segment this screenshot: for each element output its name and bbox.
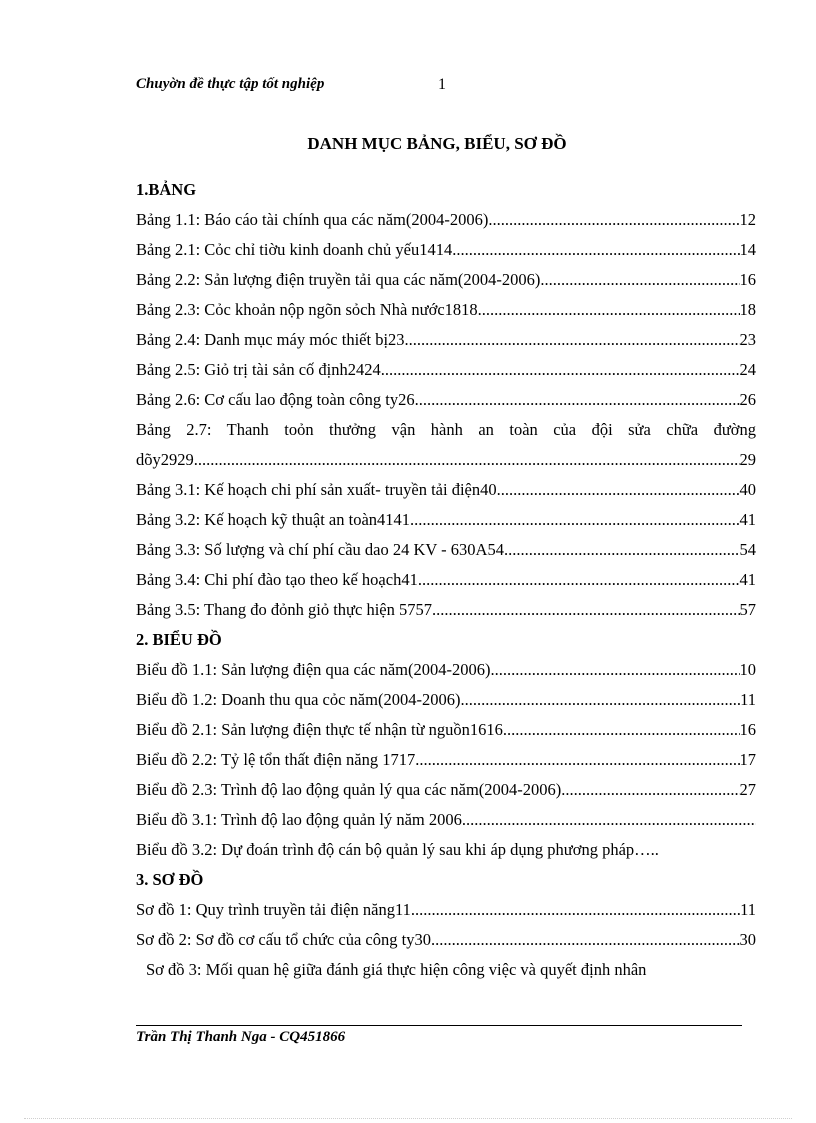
toc-entry-label: Bảng 2.2: Sản lượng điện truyền tải qua các năm(2004-2006) — [136, 270, 541, 289]
toc-dot-leader — [452, 235, 739, 265]
toc-entry-page: 11 — [740, 900, 756, 919]
toc-entry — [136, 265, 756, 295]
toc-dot-leader — [497, 475, 740, 505]
toc-entry — [136, 745, 756, 775]
document-title: DANH MỤC BẢNG, BIỂU, SƠ ĐỒ — [307, 134, 567, 153]
toc-entry-wrapped — [136, 415, 756, 445]
toc-entry-label: Biểu đồ 3.1: Trình độ lao động quản lý năm 2006 — [136, 810, 462, 829]
toc-entry — [136, 775, 756, 805]
toc-entry — [136, 805, 756, 835]
toc-entry — [136, 925, 756, 955]
toc-entry-label: Bảng 2.6: Cơ cấu lao động toàn công ty26 — [136, 390, 415, 409]
toc-entry-label: Bảng 2.3: Cỏc khoản nộp ngõn sỏch Nhà nước1818 — [136, 300, 478, 319]
toc-entry-label: Bảng 2.1: Cỏc chỉ tiờu kinh doanh chủ yếu1414 — [136, 240, 453, 259]
toc-entry-label: Bảng 3.1: Kế hoạch chi phí sản xuất- truyền tải điện40 — [136, 480, 497, 499]
toc-entry-wrapped-line2 — [136, 445, 756, 475]
toc-dot-leader — [462, 805, 756, 835]
toc-entry — [136, 715, 756, 745]
toc-dot-leader — [415, 385, 740, 415]
section-heading-charts: 2. BIỂU ĐỒ — [136, 630, 222, 649]
toc-entry-label: Biểu đồ 2.1: Sản lượng điện thực tế nhận từ nguồn1616 — [136, 720, 503, 739]
toc-entry-label: Bảng 2.4: Danh mục máy móc thiết bị23 — [136, 330, 405, 349]
footer-divider — [136, 1025, 742, 1026]
toc-dot-leader — [504, 535, 740, 565]
toc-dot-leader — [431, 925, 740, 955]
toc-entry — [136, 685, 756, 715]
page-edge — [24, 1118, 792, 1119]
toc-entry-label-line2: dõy2929 — [136, 450, 194, 469]
toc-entry-page: 27 — [739, 780, 756, 799]
toc-entry — [136, 505, 756, 535]
toc-entry-page: 16 — [739, 270, 756, 289]
toc-entry-diagram-3: Sơ đồ 3: Mối quan hệ giữa đánh giá thực hiện công việc và quyết định nhân — [146, 960, 647, 979]
toc-entry-page: 40 — [739, 480, 756, 499]
toc-dot-leader — [460, 685, 740, 715]
toc-dot-leader — [478, 295, 740, 325]
toc-content — [136, 175, 756, 985]
toc-entry-page: 41 — [739, 510, 756, 529]
toc-entry-label: Bảng 1.1: Báo cáo tài chính qua các năm(2004-2006) — [136, 210, 489, 229]
charts-list — [136, 655, 756, 835]
toc-dot-leader — [432, 595, 740, 625]
toc-entry — [136, 655, 756, 685]
toc-entry-label: Bảng 3.2: Kế hoạch kỹ thuật an toàn4141 — [136, 510, 411, 529]
toc-entry — [136, 595, 756, 625]
toc-entry — [136, 325, 756, 355]
toc-entry-label-line1: Bảng 2.7: Thanh toỏn thưởng vận hành an toàn của đội sửa chữa đường — [136, 420, 756, 439]
toc-entry-page: 14 — [739, 240, 756, 259]
toc-entry — [136, 355, 756, 385]
toc-entry — [136, 205, 756, 235]
toc-dot-leader — [405, 325, 740, 355]
toc-dot-leader — [540, 265, 739, 295]
toc-dot-leader — [415, 745, 739, 775]
toc-entry-page: 18 — [739, 300, 756, 319]
toc-entry — [136, 385, 756, 415]
toc-entry-page: 23 — [739, 330, 756, 349]
toc-entry — [136, 895, 756, 925]
toc-entry-page: 54 — [739, 540, 756, 559]
toc-dot-leader — [503, 715, 740, 745]
toc-entry-label: Bảng 3.3: Số lượng và chí phí cầu dao 24 KV - 630A54 — [136, 540, 504, 559]
toc-entry-label: Biểu đồ 1.2: Doanh thu qua cỏc năm(2004-2006) — [136, 690, 461, 709]
toc-entry-label: Sơ đồ 1: Quy trình truyền tải điện năng11 — [136, 900, 411, 919]
toc-entry — [136, 475, 756, 505]
section-heading-diagrams: 3. SƠ ĐỒ — [136, 870, 204, 889]
toc-entry-page: 17 — [739, 750, 756, 769]
toc-entry-label: Biểu đồ 1.1: Sản lượng điện qua các năm(2004-2006) — [136, 660, 491, 679]
toc-entry-page: 41 — [739, 570, 756, 589]
toc-entry-page: 16 — [739, 720, 756, 739]
toc-entry — [136, 535, 756, 565]
toc-entry-page: 57 — [739, 600, 756, 619]
toc-entry-chart-3-2: Biểu đồ 3.2: Dự đoán trình độ cán bộ quản lý sau khi áp dụng phương pháp….. — [136, 840, 659, 859]
header-page-number: 1 — [438, 76, 446, 93]
toc-dot-leader — [418, 565, 740, 595]
toc-entry-label: Sơ đồ 2: Sơ đồ cơ cấu tổ chức của công ty30 — [136, 930, 431, 949]
toc-dot-leader — [411, 895, 740, 925]
page-header — [136, 76, 756, 98]
toc-entry-label: Biểu đồ 2.3: Trình độ lao động quản lý qua các năm(2004-2006) — [136, 780, 562, 799]
toc-dot-leader — [490, 655, 739, 685]
toc-dot-leader — [194, 445, 740, 475]
section-heading-tables: 1.BẢNG — [136, 180, 197, 199]
toc-entry-page: 12 — [739, 210, 756, 229]
toc-entry-page: 26 — [739, 390, 756, 409]
toc-dot-leader — [488, 205, 739, 235]
toc-entry-label: Bảng 3.5: Thang đo đỏnh giỏ thực hiện 5757 — [136, 600, 432, 619]
toc-entry — [136, 235, 756, 265]
toc-dot-leader — [410, 505, 739, 535]
header-title: Chuyờn đề thực tập tốt nghiệp — [136, 76, 325, 92]
tables-list-2 — [136, 475, 756, 625]
toc-dot-leader — [561, 775, 739, 805]
toc-entry — [136, 295, 756, 325]
toc-entry-label: Bảng 3.4: Chi phí đào tạo theo kế hoạch41 — [136, 570, 418, 589]
toc-entry — [136, 565, 756, 595]
toc-entry-label: Biểu đồ 2.2: Tỷ lệ tổn thất điện năng 1717 — [136, 750, 416, 769]
toc-entry-page: 11 — [740, 690, 756, 709]
toc-entry-page: 30 — [739, 930, 756, 949]
page-footer: Trần Thị Thanh Nga - CQ451866 — [136, 1029, 346, 1045]
toc-entry-label: Bảng 2.5: Giỏ trị tài sản cố định2424 — [136, 360, 381, 379]
toc-entry-page: 29 — [739, 450, 756, 469]
diagrams-list — [136, 895, 756, 955]
toc-entry-page: 24 — [739, 360, 756, 379]
toc-entry-page: 10 — [739, 660, 756, 679]
tables-list — [136, 205, 756, 415]
toc-dot-leader — [381, 355, 740, 385]
